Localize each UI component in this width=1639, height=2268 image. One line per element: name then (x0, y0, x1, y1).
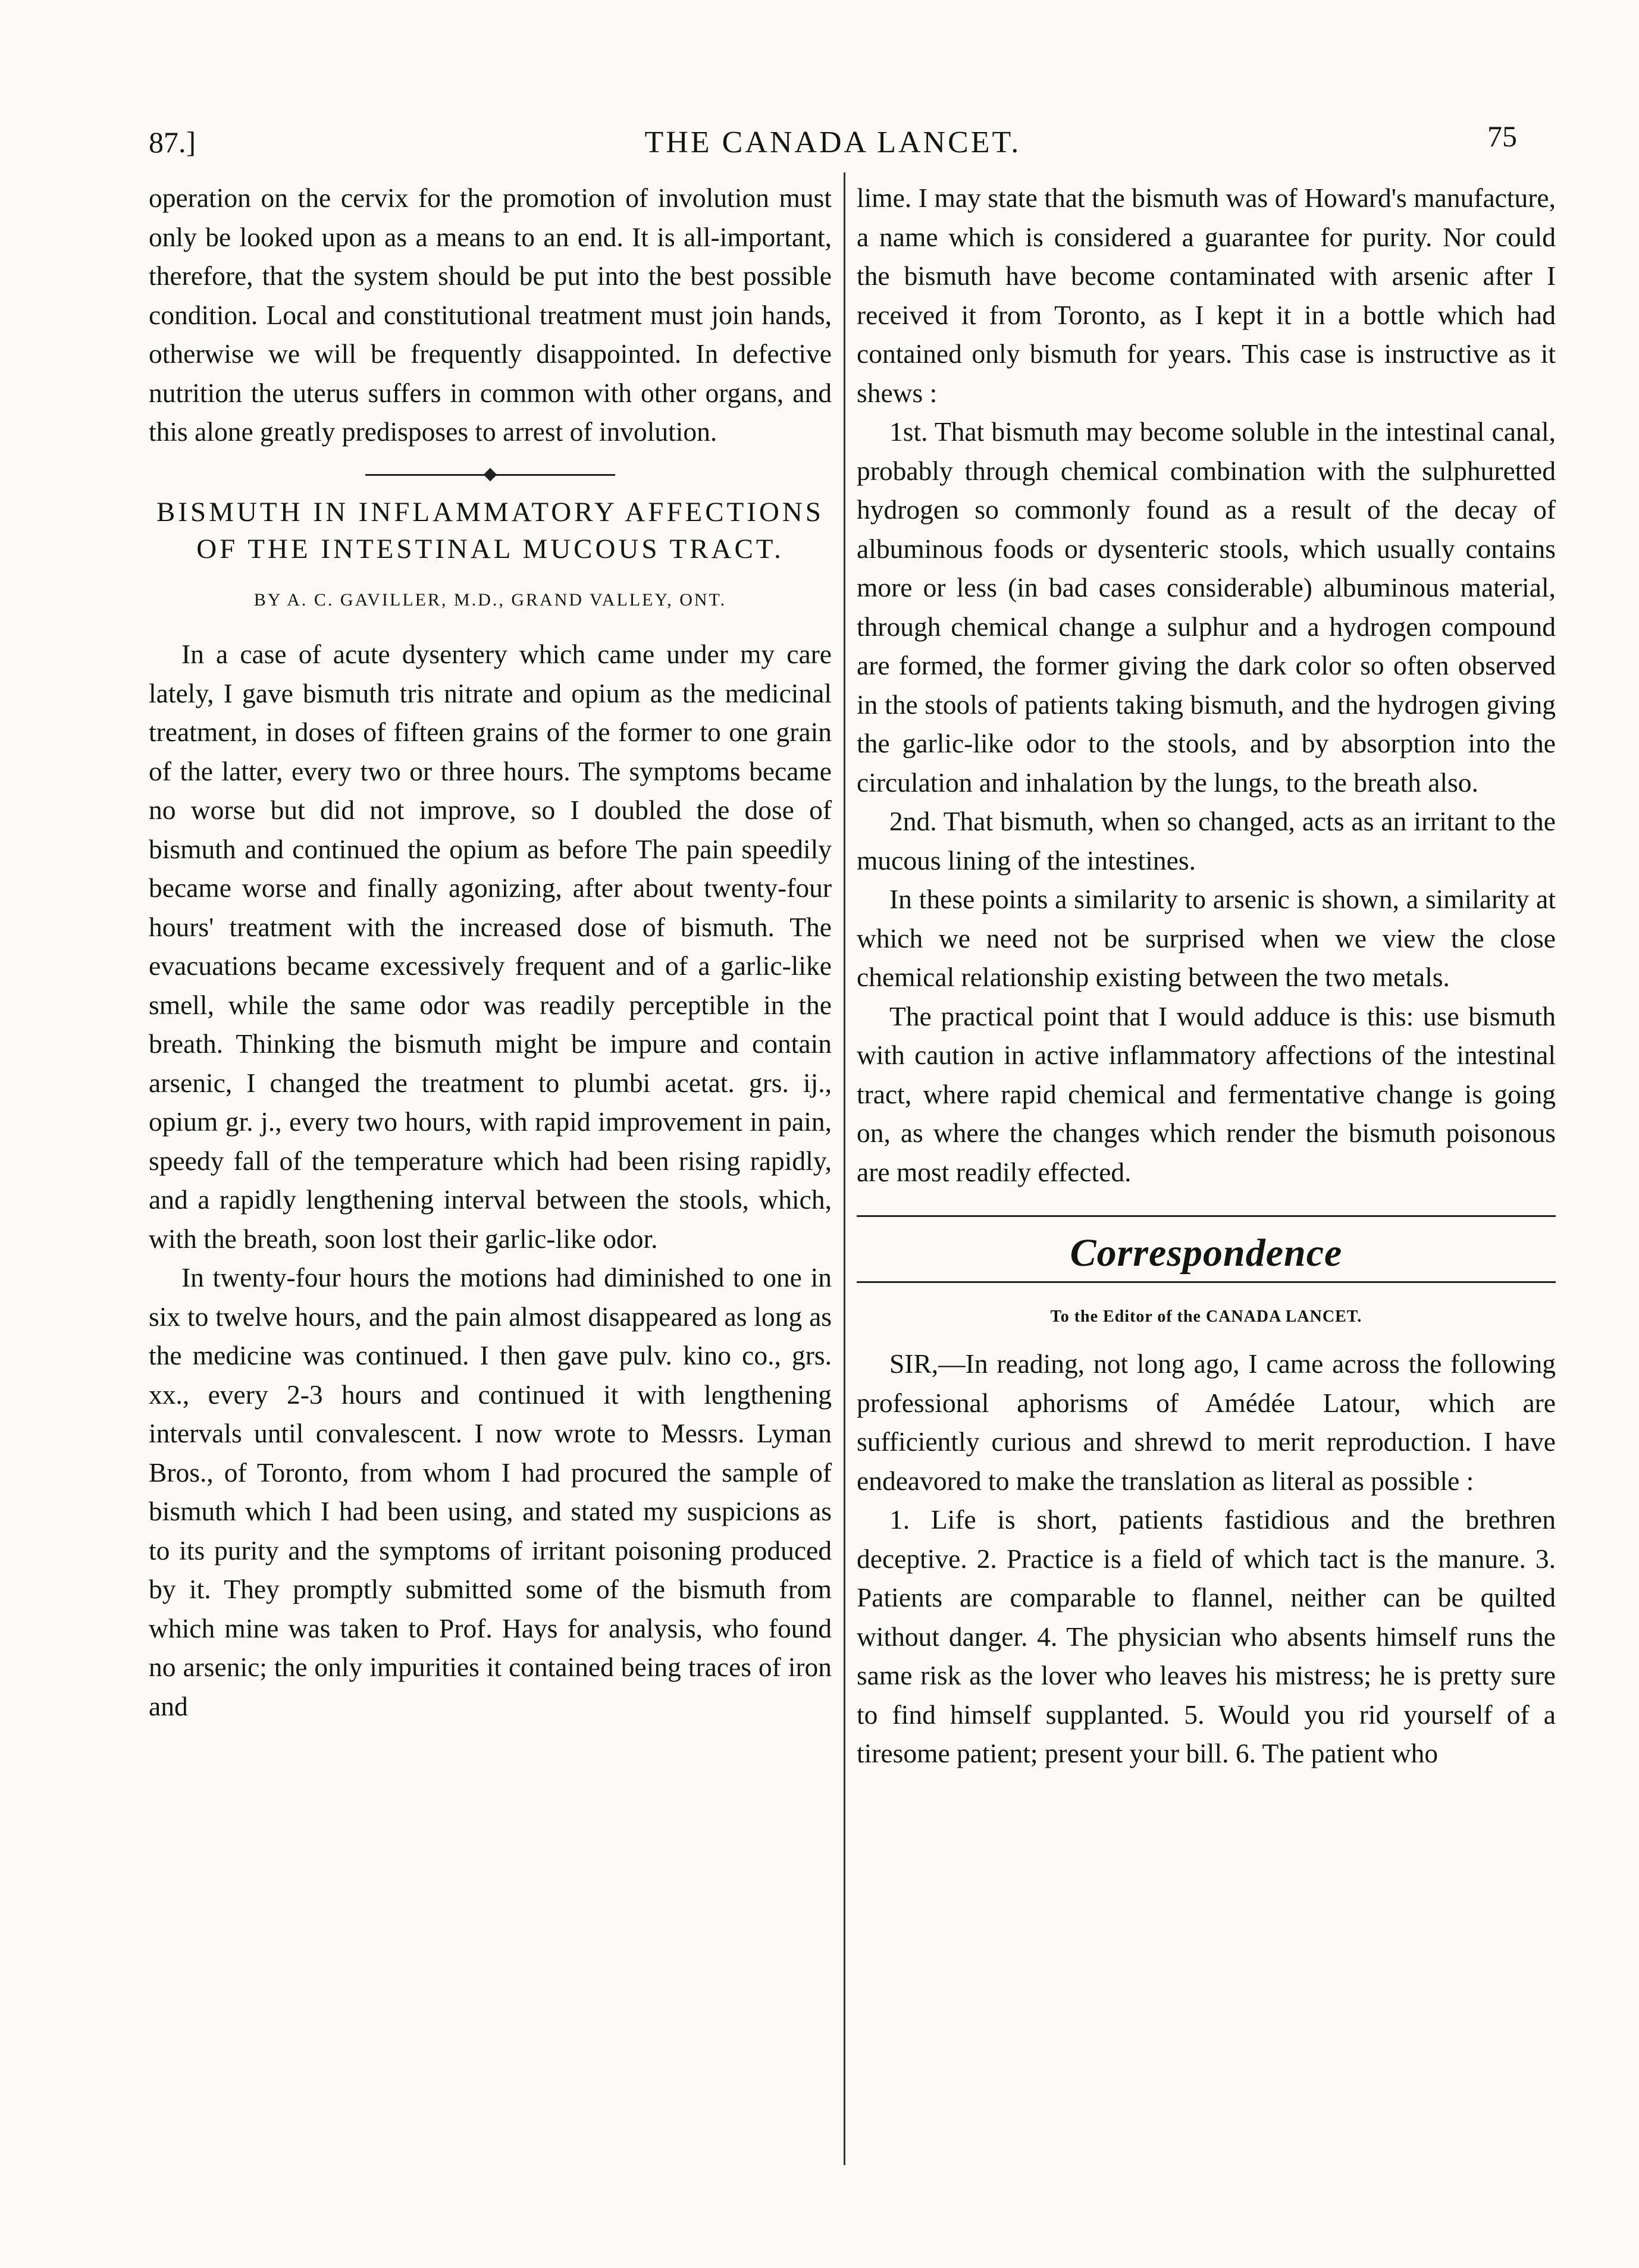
page-number: 75 (1487, 120, 1517, 153)
journal-title: THE CANADA LANCET. (644, 126, 1021, 159)
article-byline: BY A. C. GAVILLER, M.D., GRAND VALLEY, ONT. (253, 589, 727, 610)
right-column (857, 178, 1556, 1773)
section-rule (857, 1281, 1556, 1283)
section-heading: Correspondence (1070, 1231, 1343, 1275)
article-title: BISMUTH IN INFLAMMATORY AFFECTIONS OF THE INTESTINAL MUCOUS TRACT. (156, 496, 824, 564)
letter-paragraph: 1. Life is short, patients fastidious and the brethren deceptive. 2. Practice is a field of which tact is the manure. 3. Patients are comparable to flannel, neither can be quilted without danger. 4. The physician who absents himself runs the same risk as the lover who leaves his mistress; he is pretty sure to find himself supplanted. 5. Would you rid yourself of a tiresome patient; present your bill. 6. The patient who (857, 1504, 1556, 1768)
section-rule (857, 1215, 1556, 1217)
article-paragraph: The practical point that I would adduce is this: use bismuth with caution in active inflammatory affections of the intestinal tract, where rapid chemical and fermentative change is going on, as where the changes which render the bismuth poisonous are most readily effected. (857, 1000, 1556, 1187)
ornamental-divider (365, 474, 615, 476)
letter-salutation-line: To the Editor of the CANADA LANCET. (1050, 1307, 1362, 1326)
continued-paragraph: operation on the cervix for the promotion of involution must only be looked upon as a means to an end. It is all-important, therefore, that the system should be put into the best possible condition. Local and constitutional treatment must join hands, otherwise we will be frequently disappointed. In defective nutrition the uterus suffers in common with other organs, and this alone greatly predisposes to arrest of involution. (149, 183, 832, 447)
article-paragraph: In these points a similarity to arsenic is shown, a similarity at which we need not be surprised when we view the close chemical relationship existing between the two metals. (857, 884, 1556, 992)
article-paragraph: 1st. That bismuth may become soluble in the intestinal canal, probably through chemical combination with the sulphuretted hydrogen so commonly found as a result of the decay of albuminous foods or dysenteric stools, which usually contains more or less (in bad cases considerable) albuminous material, through chemical change a sulphur and a hydrogen compound are formed, the former giving the dark color so often observed in the stools of patients taking bismuth, and the hydrogen giving the garlic-like odor to the stools, and by absorption into the circulation and inhalation by the lungs, to the breath also. (857, 416, 1556, 798)
article-paragraph: In twenty-four hours the motions had diminished to one in six to twelve hours, and the pain almost disappeared as long as the medicine was continued. I then gave pulv. kino co., grs. xx., every 2-3 hours and continued it with lengthening intervals until convalescent. I now wrote to Messrs. Lyman Bros., of Toronto, from whom I had procured the sample of bismuth which I had been using, and stated my suspicions as to its purity and the symptoms of irritant poisoning produced by it. They promptly submitted some of the bismuth from which mine was taken to Prof. Hays for analysis, who found no arsenic; the only impurities it contained being traces of iron and (149, 1262, 832, 1721)
column-divider (844, 172, 845, 2165)
left-column (149, 178, 832, 1726)
letter-paragraph: SIR,—In reading, not long ago, I came across the following professional aphorisms of Amédée Latour, which are sufficiently curious and shrewd to merit reproduction. I have endeavored to make the translation as literal as possible : (857, 1348, 1556, 1496)
article-paragraph: 2nd. That bismuth, when so changed, acts as an irritant to the mucous lining of the intestines. (857, 806, 1556, 876)
header-left-number: 87.] (149, 126, 196, 159)
article-paragraph: lime. I may state that the bismuth was of Howard's manufacture, a name which is considered a guarantee for purity. Nor could the bismuth have become contaminated with arsenic after I received it from Toronto, as I kept it in a bottle which had contained only bismuth for years. This case is instructive as it shews : (857, 183, 1556, 408)
page-header (149, 119, 1517, 167)
article-paragraph: In a case of acute dysentery which came under my care lately, I gave bismuth tris nitrate and opium as the medicinal treatment, in doses of fifteen grains of the former to one grain of the latter, every two or three hours. The symptoms became no worse but did not improve, so I doubled the dose of bismuth and continued the opium as before The pain speedily became worse and finally agonizing, after about twenty-four hours' treatment with the increased dose of bismuth. The evacuations became excessively frequent and of a garlic-like smell, while the same odor was readily perceptible in the breath. Thinking the bismuth might be impure and contain arsenic, I changed the treatment to plumbi acetat. grs. ij., opium gr. j., every two hours, with rapid improvement in pain, speedy fall of the temperature which had been rising rapidly, and a rapidly lengthening interval between the stools, which, with the breath, soon lost their garlic-like odor. (149, 639, 832, 1254)
